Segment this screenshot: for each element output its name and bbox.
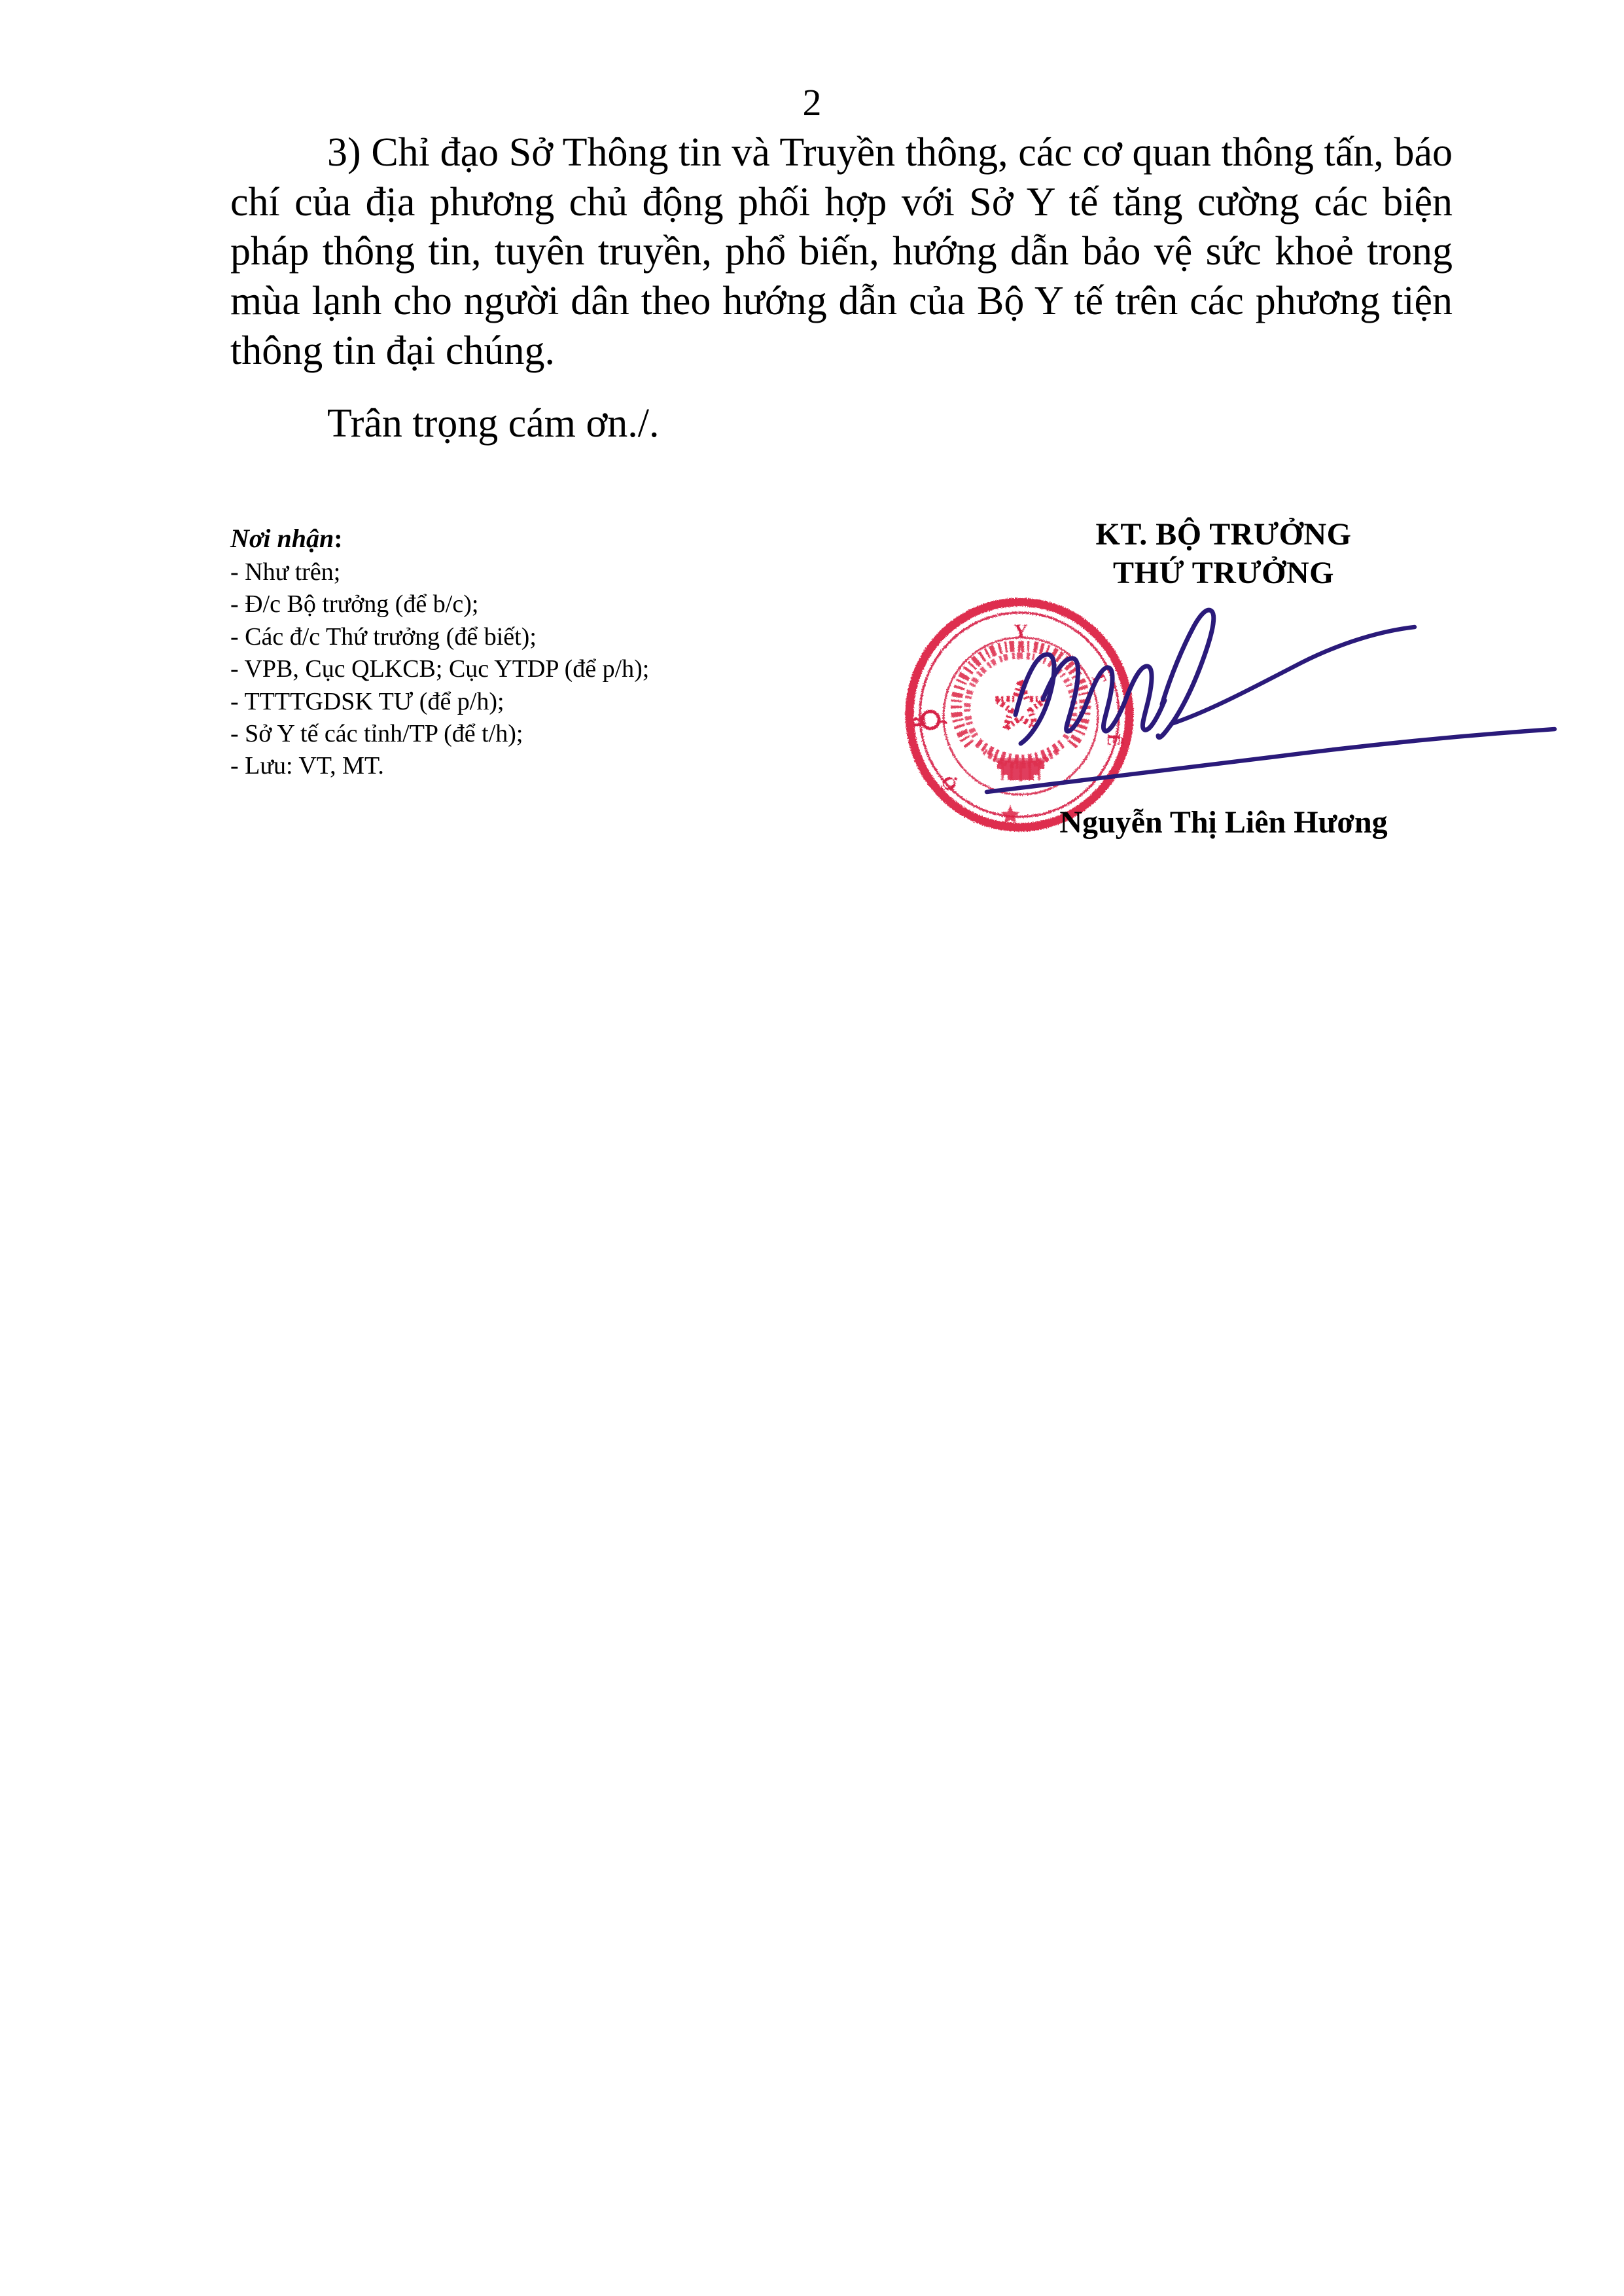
page-number: 2	[802, 81, 822, 124]
recipients-title-colon: :	[334, 524, 343, 553]
signer-name: Nguyễn Thị Liên Hương	[1059, 805, 1388, 840]
signature-title-line-1: KT. BỘ TRƯỞNG	[1095, 517, 1352, 552]
recipient-item: - Lưu: VT, MT.	[230, 752, 384, 780]
recipient-item: - Như trên;	[230, 558, 341, 586]
signature-block	[916, 516, 1531, 840]
letter-body	[230, 128, 1453, 449]
recipients-title-text: Nơi nhận	[230, 524, 334, 553]
svg-text:Ế: Ế	[1103, 733, 1124, 747]
recipient-item: - Sở Y tế các tỉnh/TP (để t/h);	[230, 719, 523, 747]
svg-text:Ộ: Ộ	[937, 772, 962, 795]
recipient-item: - TTTTGDSK TƯ (để p/h);	[230, 687, 504, 715]
recipients-block	[230, 524, 728, 783]
recipients-title	[230, 524, 728, 554]
svg-text:Y: Y	[1014, 620, 1028, 642]
letter-footer	[0, 517, 1624, 929]
signature-title-line-2: THỨ TRƯỞNG	[1113, 555, 1334, 590]
recipient-item: - VPB, Cục QLKCB; Cục YTDP (để p/h);	[230, 655, 650, 683]
svg-text:B: B	[909, 715, 930, 729]
svg-text:T: T	[1086, 668, 1110, 689]
recipient-item: - Các đ/c Thứ trưởng (để biết);	[230, 622, 537, 651]
body-paragraph: 3) Chỉ đạo Sở Thông tin và Truyền thông, các cơ quan thông tấn, báo chí của địa phương chủ động phối hợp với Sở Y tế tăng cường các biện pháp thông tin, tuyên truyền, phổ biến, hướng dẫn bảo vệ sức khoẻ trong mùa lạnh cho người dân theo hướng dẫn của Bộ Y tế trên các phương tiện thông tin đại chúng.	[230, 130, 1453, 373]
closing-paragraph: Trân trọng cám ơn./.	[327, 401, 660, 446]
recipient-item: - Đ/c Bộ trưởng (để b/c);	[230, 590, 479, 619]
